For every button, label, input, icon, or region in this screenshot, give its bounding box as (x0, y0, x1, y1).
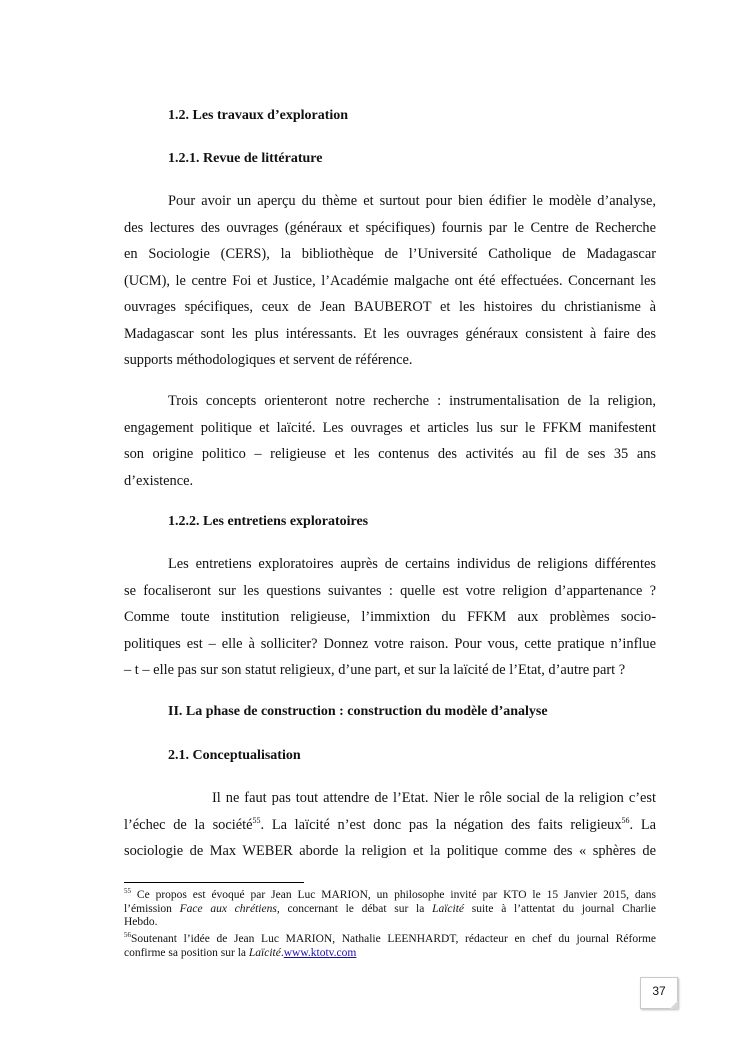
text-line: Pour avoir un aperçu du thème et surtout pour bien édifier le modèle d’analyse, (168, 193, 656, 209)
footnote-number: 56 (124, 931, 131, 940)
section-heading-2-1: 2.1. Conceptualisation (168, 748, 301, 763)
text-fragment: . La laïcité n’est donc pas la négation des faits religieux (260, 816, 622, 833)
footnote-line (124, 889, 656, 903)
text-line: Il ne faut pas tout attendre de l’Etat. Nier le rôle social de la religion c’est (212, 790, 656, 806)
footnote-line (124, 947, 656, 961)
paragraph-entretiens (124, 551, 656, 684)
text-line: des lectures des ouvrages (généraux et spécifiques) fournis par le Centre de Recherche (124, 219, 656, 236)
text-line: son origine politico – religieuse et les contenus des activités au fil de ses 35 ans (124, 446, 656, 462)
text-line: Comme toute institution religieuse, l’immixtion du FFKM aux problèmes socio- (124, 609, 656, 625)
text-line: supports méthodologiques et servent de référence. (124, 352, 413, 368)
text-line: politiques est – elle à solliciter? Donnez votre raison. Pour vous, cette pratique n’influe (124, 635, 656, 652)
section-heading-1-2-1: 1.2.1. Revue de littérature (168, 151, 323, 166)
text-line: sociologie de Max WEBER aborde la religion et la politique comme des « sphères de (124, 843, 656, 859)
paragraph-revue-litterature (124, 188, 656, 374)
text-fragment: . (280, 946, 284, 959)
text-fragment: concernant le débat sur la (279, 902, 433, 915)
text-fragment: Soutenant l’idée de Jean Luc MARION, Nathalie LEENHARDT, rédacteur en chef du journal Réforme (131, 933, 656, 945)
text-fragment: Face aux chrétiens, (179, 902, 280, 915)
footnote-56 (124, 933, 656, 960)
text-line: – t – elle pas sur son statut religieux, d’une part, et sur la laïcité de l’Etat, d’autre part ? (124, 662, 626, 678)
footnote-55 (124, 889, 656, 930)
text-line: engagement politique et laïcité. Les ouvrages et articles lus sur le FFKM manifestent (124, 419, 656, 436)
paragraph-conceptualisation (124, 785, 656, 865)
text-line: en Sociologie (CERS), la bibliothèque de l’Université Catholique de Madagascar (124, 246, 656, 262)
footnote-line: Hebdo. (124, 916, 158, 928)
section-heading-II: II. La phase de construction : construction du modèle d’analyse (168, 704, 548, 719)
text-line: ouvrages spécifiques, ceux de Jean BAUBEROT et les histoires du christianisme à (124, 299, 656, 315)
page-number-text: 37 (652, 984, 666, 998)
text-fragment: l’émission (124, 902, 180, 915)
text-fragment: Laïcité (248, 946, 281, 959)
text-fragment: Ce propos est évoqué par Jean Luc MARION, un philosophe invité par KTO le 15 Janvier 2015, dans (131, 889, 656, 901)
text-line: d’existence. (124, 472, 194, 489)
text-line: se focaliseront sur les questions suivantes : quelle est votre religion d’appartenance ? (124, 582, 656, 599)
footnote-line (124, 933, 656, 947)
page-fold-corner (670, 1001, 678, 1009)
text-line: (UCM), le centre Foi et Justice, l’Académie malgache ont été effectuées. Concernant les (124, 272, 656, 289)
text-line: Madagascar sont les plus intéressants. Et les ouvrages généraux consistent à faire des (124, 325, 656, 342)
section-heading-1-2-2: 1.2.2. Les entretiens exploratoires (168, 514, 369, 529)
section-heading-1-2: 1.2. Les travaux d’exploration (168, 108, 349, 123)
text-fragment: suite à l’attentat du journal Charlie (464, 902, 656, 915)
footnote-number: 55 (124, 887, 131, 896)
text-line (124, 812, 656, 839)
ktotv-link[interactable]: www.ktotv.com (283, 946, 357, 959)
text-fragment: Laïcité (432, 902, 465, 915)
page-number (640, 977, 678, 1009)
text-line: Les entretiens exploratoires auprès de certains individus de religions différentes (168, 556, 656, 572)
footnote-ref-55[interactable]: 55 (252, 815, 261, 825)
footnote-separator (124, 882, 304, 883)
footnote-ref-56[interactable]: 56 (621, 815, 630, 825)
paragraph-trois-concepts (124, 388, 656, 494)
text-fragment: . La (629, 816, 656, 833)
text-fragment: confirme sa position sur la (124, 946, 249, 959)
footnote-line (124, 903, 656, 917)
text-line: Trois concepts orienteront notre recherche : instrumentalisation de la religion, (168, 393, 656, 409)
text-fragment: l’échec de la société (124, 816, 253, 833)
